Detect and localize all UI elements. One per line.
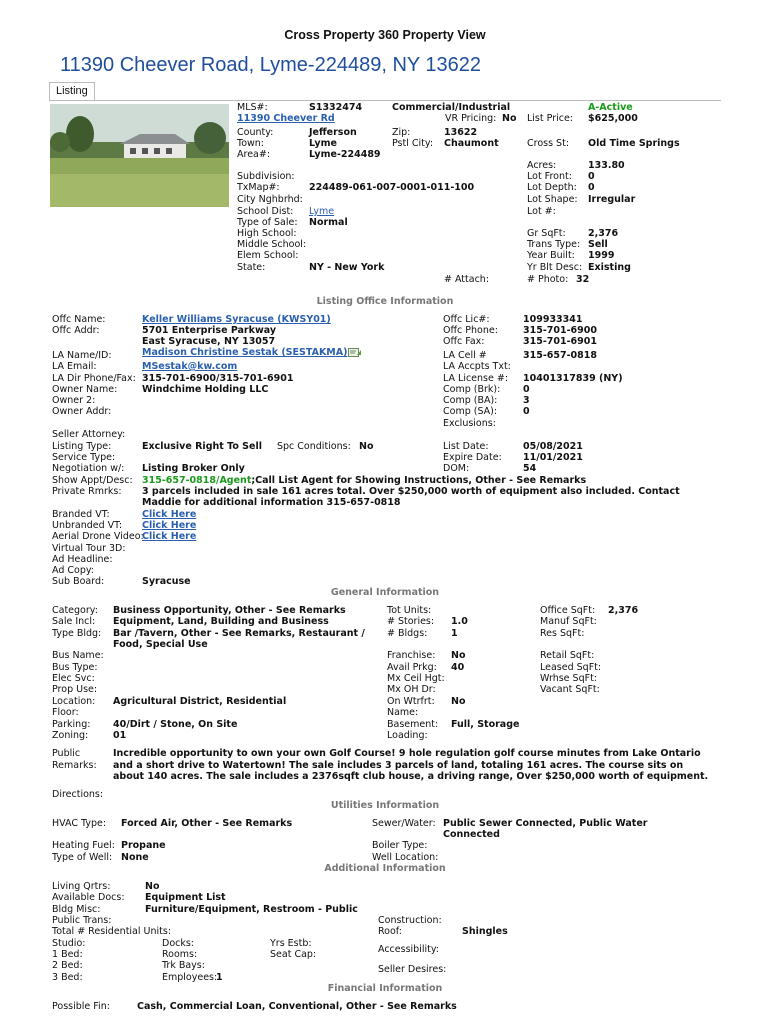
owner2-label: Owner 2: (52, 395, 96, 406)
pstl-city-label: Pstl City: (392, 138, 434, 149)
la-email-label: LA Email: (52, 361, 97, 372)
sale-incl-value: Equipment, Land, Building and Business (113, 616, 329, 627)
roof-label: Roof: (378, 926, 403, 937)
section-listing-office: Listing Office Information (316, 296, 454, 307)
spc-conditions-value: No (359, 441, 374, 452)
show-appt-value (142, 475, 586, 487)
show-appt-instructions: ;Call List Agent for Showing Instructions, Other - See Remarks (251, 475, 587, 486)
type-of-sale-label: Type of Sale: (237, 217, 298, 228)
comp-sa-label: Comp (SA): (443, 406, 498, 417)
branded-vt-label: Branded VT: (52, 509, 110, 520)
trans-type-value: Sell (588, 239, 608, 250)
accessibility-label: Accessibility: (378, 944, 439, 955)
la-cell-label: LA Cell # (443, 350, 487, 361)
lot-number-label: Lot #: (527, 206, 556, 217)
photo-count-label: # Photo: (527, 274, 569, 285)
category-value: Business Opportunity, Other - See Remarks (113, 605, 346, 616)
unbranded-vt-link[interactable]: Click Here (142, 520, 197, 531)
year-built-label: Year Built: (527, 250, 575, 261)
comp-brk-label: Comp (Brk): (443, 384, 501, 395)
trk-bays-label: Trk Bays: (162, 960, 205, 971)
section-utilities: Utilities Information (330, 800, 440, 811)
lot-front-label: Lot Front: (527, 171, 572, 182)
mx-ceil-label: Mx Ceil Hgt: (387, 673, 445, 684)
owner-addr-label: Owner Addr: (52, 406, 112, 417)
public-remarks-line2: and a short drive to Watertown! The sale includes 3 parcels of land, totaling 161 acres. The course sits on (113, 760, 684, 771)
well-type-value: None (121, 852, 149, 863)
town-value: Lyme (309, 138, 337, 149)
cross-st-value: Old Time Springs (588, 138, 680, 149)
total-res-units-label: Total # Residential Units: (52, 926, 172, 937)
bus-type-label: Bus Type: (52, 662, 98, 673)
la-email-link[interactable]: MSestak@kw.com (142, 361, 238, 372)
comp-ba-label: Comp (BA): (443, 395, 498, 406)
franchise-label: Franchise: (387, 650, 436, 661)
gr-sqft-value: 2,376 (588, 228, 619, 239)
bed1-label: 1 Bed: (52, 949, 83, 960)
seat-cap-label: Seat Cap: (270, 949, 317, 960)
public-remarks-label-1: Public (52, 748, 81, 759)
town-label: Town: (237, 138, 264, 149)
type-bldg-line2: Food, Special Use (113, 639, 208, 650)
basement-value: Full, Storage (451, 719, 520, 730)
lot-shape-value: Irregular (588, 194, 636, 205)
contact-card-icon[interactable] (348, 347, 362, 358)
gr-sqft-label: Gr SqFt: (527, 228, 566, 239)
exclusions-label: Exclusions: (443, 418, 496, 429)
parking-label: Parking: (52, 719, 91, 730)
expire-date-label: Expire Date: (443, 452, 502, 463)
elem-school-label: Elem School: (237, 250, 299, 261)
category-label: Category: (52, 605, 98, 616)
list-date-value: 05/08/2021 (523, 441, 583, 452)
employees-label: Employees: (162, 972, 218, 983)
owner-name-value: Windchime Holding LLC (142, 384, 269, 395)
spc-conditions-label: Spc Conditions: (277, 441, 351, 452)
public-remarks-line1: Incredible opportunity to own your own Golf Course! 9 hole regulation golf course minutes from Lake Ontario (113, 748, 701, 759)
private-rmrks-line2: Maddie for additional information 315-657-0818 (142, 497, 401, 508)
dom-label: DOM: (443, 463, 470, 474)
directions-label: Directions: (52, 789, 104, 800)
school-dist-link[interactable]: Lyme (309, 206, 335, 217)
location-label: Location: (52, 696, 96, 707)
on-wtrfrt-label: On Wtrfrt: (387, 696, 435, 707)
list-date-label: List Date: (443, 441, 489, 452)
offc-addr-label: Offc Addr: (52, 325, 100, 336)
living-qrtrs-label: Living Qrtrs: (52, 881, 111, 892)
vr-pricing-label: VR Pricing: (445, 113, 497, 124)
middle-school-label: Middle School: (237, 239, 307, 250)
bldgs-value: 1 (451, 628, 458, 639)
bed3-label: 3 Bed: (52, 972, 83, 983)
ad-headline-label: Ad Headline: (52, 554, 113, 565)
state-label: State: (237, 262, 266, 273)
section-financial: Financial Information (327, 983, 443, 994)
seller-desires-label: Seller Desires: (378, 964, 447, 975)
possible-fin-label: Possible Fin: (52, 1001, 110, 1012)
negotiation-value: Listing Broker Only (142, 463, 245, 474)
wrhse-sqft-label: Wrhse SqFt: (540, 673, 597, 684)
heating-fuel-label: Heating Fuel: (52, 840, 115, 851)
seller-attorney-label: Seller Attorney: (52, 429, 126, 440)
offc-fax-label: Offc Fax: (443, 336, 485, 347)
public-trans-label: Public Trans: (52, 915, 112, 926)
la-name-label: LA Name/ID: (52, 350, 112, 361)
listing-type-value: Exclusive Right To Sell (142, 441, 262, 452)
service-type-label: Service Type: (52, 452, 116, 463)
unbranded-vt-label: Unbranded VT: (52, 520, 123, 531)
sub-board-value: Syracuse (142, 576, 191, 587)
construction-label: Construction: (378, 915, 442, 926)
tab-listing[interactable]: Listing (49, 82, 95, 100)
bldg-misc-value: Furniture/Equipment, Restroom - Public (145, 904, 358, 915)
tot-units-label: Tot Units: (387, 605, 432, 616)
negotiation-label: Negotiation w/: (52, 463, 125, 474)
floor-label: Floor: (52, 707, 79, 718)
possible-fin-value: Cash, Commercial Loan, Conventional, Other - See Remarks (137, 1001, 457, 1012)
expire-date-value: 11/01/2021 (523, 452, 583, 463)
boiler-type-label: Boiler Type: (372, 840, 428, 851)
zoning-label: Zoning: (52, 730, 89, 741)
franchise-value: No (451, 650, 466, 661)
la-name-link[interactable]: Madison Christine Sestak (SESTAKMA) (142, 347, 348, 358)
sale-incl-label: Sale Incl: (52, 616, 96, 627)
area-label: Area#: (237, 149, 271, 160)
bldg-misc-label: Bldg Misc: (52, 904, 101, 915)
lot-front-value: 0 (588, 171, 595, 182)
zoning-value: 01 (113, 730, 127, 741)
public-remarks-label-2: Remarks: (52, 760, 97, 771)
comp-brk-value: 0 (523, 384, 530, 395)
bldgs-label: # Bldgs: (387, 628, 428, 639)
status-badge: A-Active (588, 102, 633, 113)
vacant-sqft-label: Vacant SqFt: (540, 684, 600, 695)
name-label: Name: (387, 707, 419, 718)
state-value: NY - New York (309, 262, 385, 273)
acres-label: Acres: (527, 160, 557, 171)
street-link[interactable]: 11390 Cheever Rd (237, 113, 335, 124)
manuf-sqft-label: Manuf SqFt: (540, 616, 597, 627)
zip-value: 13622 (444, 127, 478, 138)
heating-fuel-value: Propane (121, 840, 166, 851)
offc-name-link[interactable]: Keller Williams Syracuse (KWSY01) (142, 314, 331, 325)
offc-phone-label: Offc Phone: (443, 325, 498, 336)
address-title: 11390 Cheever Road, Lyme-224489, NY 13622 (60, 54, 482, 76)
avail-docs-label: Available Docs: (52, 892, 125, 903)
living-qrtrs-value: No (145, 881, 160, 892)
type-bldg-label: Type Bldg: (52, 628, 102, 639)
stories-value: 1.0 (451, 616, 468, 627)
attach-label: # Attach: (444, 274, 490, 285)
county-label: County: (237, 127, 274, 138)
school-dist-label: School Dist: (237, 206, 294, 217)
trans-type-label: Trans Type: (527, 239, 581, 250)
private-rmrks-label: Private Rmrks: (52, 486, 122, 497)
la-dir-value: 315-701-6900/315-701-6901 (142, 373, 294, 384)
yrs-estb-label: Yrs Estb: (270, 938, 312, 949)
county-value: Jefferson (309, 127, 357, 138)
lot-shape-label: Lot Shape: (527, 194, 578, 205)
la-accpts-label: LA Accpts Txt: (443, 361, 511, 372)
leased-sqft-label: Leased SqFt: (540, 662, 602, 673)
comp-sa-value: 0 (523, 406, 530, 417)
private-rmrks-line1: 3 parcels included in sale 161 acres total. Over $250,000 worth of equipment also included. Contact (142, 486, 680, 497)
well-location-label: Well Location: (372, 852, 439, 863)
sewer-water-line1: Public Sewer Connected, Public Water (443, 818, 648, 829)
property-type: Commercial/Industrial (392, 102, 511, 113)
location-value: Agricultural District, Residential (113, 696, 287, 707)
pstl-city-value: Chaumont (444, 138, 499, 149)
employees-value: 1 (216, 972, 223, 983)
virtual-tour-label: Virtual Tour 3D: (52, 543, 126, 554)
lot-depth-label: Lot Depth: (527, 182, 577, 193)
mls-number: S1332474 (309, 102, 363, 113)
elec-svc-label: Elec Svc: (52, 673, 95, 684)
page-title: Cross Property 360 Property View (284, 28, 486, 42)
public-remarks-line3: about 140 acres. The sale includes a 2376sqft club house, a driving range, Over $250,000 worth of equipment. (113, 771, 709, 782)
well-type-label: Type of Well: (52, 852, 113, 863)
offc-fax-value: 315-701-6901 (523, 336, 597, 347)
txmap-value: 224489-061-007-0001-011-100 (309, 182, 475, 193)
comp-ba-value: 3 (523, 395, 530, 406)
owner-name-label: Owner Name: (52, 384, 118, 395)
prop-use-label: Prop Use: (52, 684, 98, 695)
yr-blt-desc-value: Existing (588, 262, 631, 273)
parking-value: 40/Dirt / Stone, On Site (113, 719, 238, 730)
rooms-label: Rooms: (162, 949, 198, 960)
dom-value: 54 (523, 463, 537, 474)
basement-label: Basement: (387, 719, 439, 730)
list-price-value: $625,000 (588, 113, 638, 124)
section-general: General Information (330, 587, 440, 598)
aerial-video-link[interactable]: Click Here (142, 531, 197, 542)
studio-label: Studio: (52, 938, 86, 949)
ad-copy-label: Ad Copy: (52, 565, 94, 576)
year-built-value: 1999 (588, 250, 615, 261)
loading-label: Loading: (387, 730, 428, 741)
high-school-label: High School: (237, 228, 297, 239)
la-cell-value: 315-657-0818 (523, 350, 597, 361)
office-sqft-value: 2,376 (608, 605, 639, 616)
type-of-sale-value: Normal (309, 217, 348, 228)
avail-prkg-label: Avail Prkg: (387, 662, 437, 673)
office-sqft-label: Office SqFt: (540, 605, 596, 616)
offc-phone-value: 315-701-6900 (523, 325, 597, 336)
retail-sqft-label: Retail SqFt: (540, 650, 595, 661)
photo-count-value: 32 (576, 274, 590, 285)
sewer-water-label: Sewer/Water: (372, 818, 436, 829)
subdivision-label: Subdivision: (237, 171, 295, 182)
offc-lic-label: Offc Lic#: (443, 314, 490, 325)
city-nghbrhd-label: City Nghbrhd: (237, 194, 303, 205)
avail-prkg-value: 40 (451, 662, 465, 673)
offc-lic-value: 109933341 (523, 314, 583, 325)
offc-addr-line2: East Syracuse, NY 13057 (142, 336, 276, 347)
zip-label: Zip: (392, 127, 411, 138)
listing-type-label: Listing Type: (52, 441, 112, 452)
hvac-label: HVAC Type: (52, 818, 107, 829)
roof-value: Shingles (462, 926, 508, 937)
avail-docs-value: Equipment List (145, 892, 226, 903)
sub-board-label: Sub Board: (52, 576, 105, 587)
stories-label: # Stories: (387, 616, 435, 627)
area-value: Lyme-224489 (309, 149, 381, 160)
bus-name-label: Bus Name: (52, 650, 104, 661)
res-sqft-label: Res SqFt: (540, 628, 585, 639)
txmap-label: TxMap#: (237, 182, 280, 193)
tab-divider (49, 100, 721, 101)
bed2-label: 2 Bed: (52, 960, 83, 971)
la-license-label: LA License #: (443, 373, 509, 384)
on-wtrfrt-value: No (451, 696, 466, 707)
branded-vt-link[interactable]: Click Here (142, 509, 197, 520)
la-dir-label: LA Dir Phone/Fax: (52, 373, 136, 384)
yr-blt-desc-label: Yr Blt Desc: (527, 262, 583, 273)
aerial-video-label: Aerial Drone Video: (52, 531, 144, 542)
show-appt-phone: 315-657-0818/Agent (142, 475, 252, 486)
acres-value: 133.80 (588, 160, 625, 171)
lot-depth-value: 0 (588, 182, 595, 193)
sewer-water-line2: Connected (443, 829, 500, 840)
hvac-value: Forced Air, Other - See Remarks (121, 818, 293, 829)
show-appt-label: Show Appt/Desc: (52, 475, 133, 486)
section-additional: Additional Information (324, 863, 446, 874)
mls-label: MLS#: (237, 102, 268, 113)
docks-label: Docks: (162, 938, 195, 949)
cross-st-label: Cross St: (527, 138, 570, 149)
list-price-label: List Price: (527, 113, 574, 124)
offc-addr-line1: 5701 Enterprise Parkway (142, 325, 277, 336)
type-bldg-line1: Bar /Tavern, Other - See Remarks, Restaurant / (113, 628, 365, 639)
la-license-value: 10401317839 (NY) (523, 373, 623, 384)
mx-oh-label: Mx OH Dr: (387, 684, 436, 695)
offc-name-label: Offc Name: (52, 314, 106, 325)
property-photo[interactable] (50, 104, 229, 207)
vr-pricing-value: No (502, 113, 517, 124)
